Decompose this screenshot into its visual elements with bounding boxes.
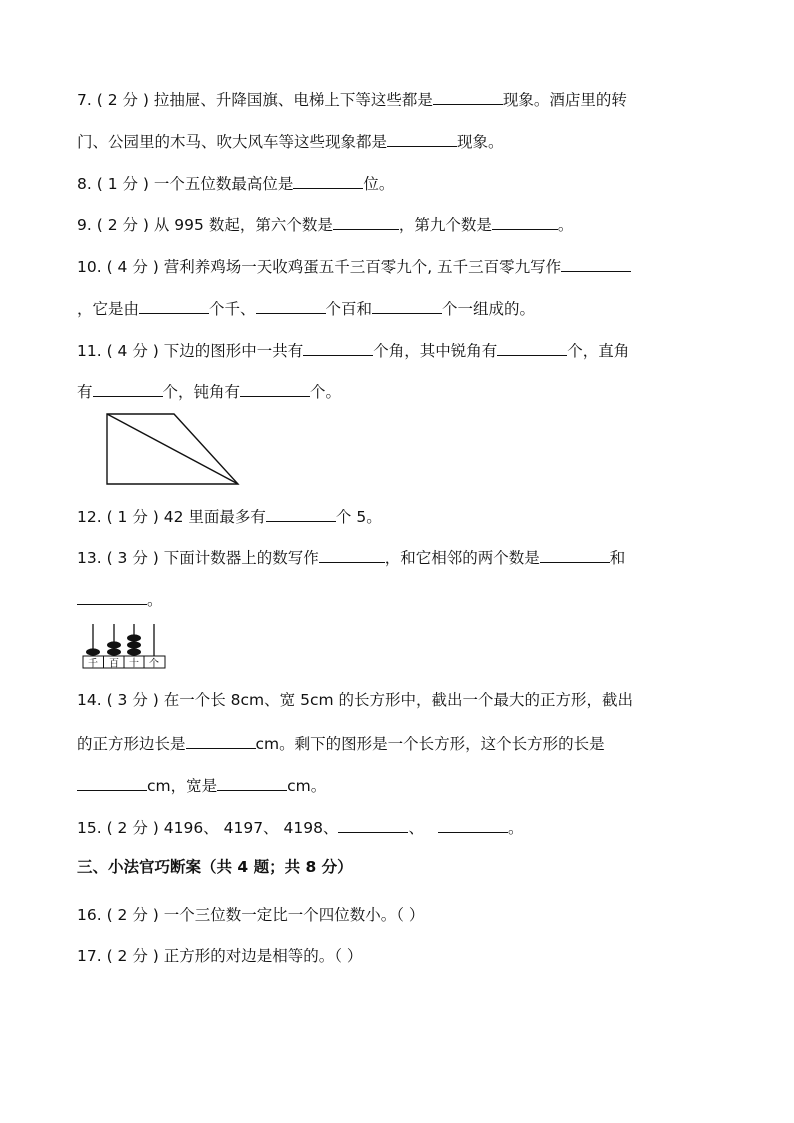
question-9 xyxy=(77,213,573,235)
question-13-line-1 xyxy=(77,546,625,568)
abacus-bead xyxy=(127,641,141,648)
q11-blank-1[interactable] xyxy=(303,339,373,356)
abacus-figure xyxy=(82,622,168,670)
q11-text-f: 个。 xyxy=(310,383,342,401)
q10-blank-2[interactable] xyxy=(139,297,209,314)
q15-text-c: 。 xyxy=(507,819,524,837)
q14-text-a: 14. ( 3 分 ) 在一个长 8cm、宽 5cm 的长方形中，截出一个最大的正方形，截出 xyxy=(77,691,633,709)
q13-blank-3[interactable] xyxy=(77,588,147,605)
q15-blank-2[interactable] xyxy=(438,816,508,833)
q11-text-b: 个角，其中锐角有 xyxy=(373,342,498,360)
question-10-line-2 xyxy=(77,297,535,319)
q7-text-d: 现象。 xyxy=(457,133,504,151)
question-11-line-1 xyxy=(77,339,629,361)
q11-blank-4[interactable] xyxy=(240,380,310,397)
q14-blank-3[interactable] xyxy=(217,774,287,791)
q11-text-a: 11. ( 4 分 ) 下边的图形中一共有 xyxy=(77,342,304,360)
question-14-line-2 xyxy=(77,732,605,754)
q9-blank-2[interactable] xyxy=(492,213,558,230)
q12-text-a: 12. ( 1 分 ) 42 里面最多有 xyxy=(77,508,266,526)
q11-trapezoid-figure xyxy=(100,408,245,488)
q14-text-e: cm。 xyxy=(287,777,327,795)
q10-blank-4[interactable] xyxy=(372,297,442,314)
question-7-line-1 xyxy=(77,88,627,110)
q9-text-c: 。 xyxy=(557,216,574,234)
abacus-bead xyxy=(127,648,141,655)
q12-blank[interactable] xyxy=(266,505,336,522)
question-14-line-3 xyxy=(77,774,326,796)
trapezoid-diagonal xyxy=(107,414,238,484)
q7-text-a: 7. ( 2 分 ) 拉抽屉、升降国旗、电梯上下等这些都是 xyxy=(77,91,433,109)
q14-blank-2[interactable] xyxy=(77,774,147,791)
question-14-line-1 xyxy=(77,690,633,710)
abacus-label-ones: 个 xyxy=(149,658,159,670)
abacus-label-tens: 十 xyxy=(129,658,139,670)
question-10-line-1 xyxy=(77,255,631,277)
q10-blank-1[interactable] xyxy=(561,255,631,272)
q14-text-d: cm，宽是 xyxy=(147,777,218,795)
question-12 xyxy=(77,505,382,527)
q11-text-c: 个，直角 xyxy=(567,342,630,360)
q11-text-e: 个，钝角有 xyxy=(162,383,241,401)
q13-blank-1[interactable] xyxy=(319,546,385,563)
q10-text-d: 个百和 xyxy=(325,300,373,318)
q7-text-b: 现象。酒店里的转 xyxy=(502,91,627,109)
q7-text-c: 门、公园里的木马、吹大风车等这些现象都是 xyxy=(77,133,388,151)
q9-text-b: ，第九个数是 xyxy=(398,216,492,234)
q9-blank-1[interactable] xyxy=(333,213,399,230)
q9-text-a: 9. ( 2 分 ) 从 995 数起，第六个数是 xyxy=(77,216,333,234)
q10-text-c: 个千、 xyxy=(209,300,256,318)
q15-blank-1[interactable] xyxy=(338,816,408,833)
question-7-line-2 xyxy=(77,130,504,152)
question-8 xyxy=(77,172,394,194)
q15-text-a: 15. ( 2 分 ) 4196、 4197、 4198、 xyxy=(77,819,339,837)
abacus-label-thousands: 千 xyxy=(88,658,98,670)
q15-text-b: 、 xyxy=(408,819,424,837)
q11-text-d: 有 xyxy=(77,383,93,401)
q11-blank-2[interactable] xyxy=(497,339,567,356)
q12-text-b: 个 5。 xyxy=(335,508,382,526)
q13-text-b: ，和它相邻的两个数是 xyxy=(384,549,540,567)
abacus-bead xyxy=(107,648,121,655)
section-3-heading: 三、小法官巧断案（共 4 题；共 8 分） xyxy=(77,858,353,876)
q10-text-e: 个一组成的。 xyxy=(442,300,536,318)
q13-text-c: 和 xyxy=(609,549,626,567)
q13-text-a: 13. ( 3 分 ) 下面计数器上的数写作 xyxy=(77,549,319,567)
q8-blank[interactable] xyxy=(293,172,363,189)
abacus-bead xyxy=(127,634,141,641)
q10-text-a: 10. ( 4 分 ) 营利养鸡场一天收鸡蛋五千三百零九个, 五千三百零九写作 xyxy=(77,258,562,276)
q11-blank-3[interactable] xyxy=(93,380,163,397)
question-16: 16. ( 2 分 ) 一个三位数一定比一个四位数小。（ ） xyxy=(77,906,425,924)
q14-text-c: cm。剩下的图形是一个长方形，这个长方形的长是 xyxy=(255,735,605,753)
abacus-label-hundreds: 百 xyxy=(109,658,119,670)
q7-blank-2[interactable] xyxy=(387,130,457,147)
q8-text-b: 位。 xyxy=(363,175,395,193)
q14-text-b: 的正方形边长是 xyxy=(77,735,186,753)
q13-text-d: 。 xyxy=(147,591,163,609)
q10-text-b: ，它是由 xyxy=(77,300,140,318)
q8-text-a: 8. ( 1 分 ) 一个五位数最高位是 xyxy=(77,175,294,193)
q7-blank-1[interactable] xyxy=(433,88,503,105)
q10-blank-3[interactable] xyxy=(256,297,326,314)
question-15 xyxy=(77,816,523,838)
question-11-line-2 xyxy=(77,380,341,402)
abacus-bead xyxy=(107,641,121,648)
q14-blank-1[interactable] xyxy=(186,732,256,749)
question-13-line-2 xyxy=(77,588,163,610)
q13-blank-2[interactable] xyxy=(540,546,610,563)
abacus-bead xyxy=(86,648,100,655)
question-17: 17. ( 2 分 ) 正方形的对边是相等的。（ ） xyxy=(77,947,363,965)
